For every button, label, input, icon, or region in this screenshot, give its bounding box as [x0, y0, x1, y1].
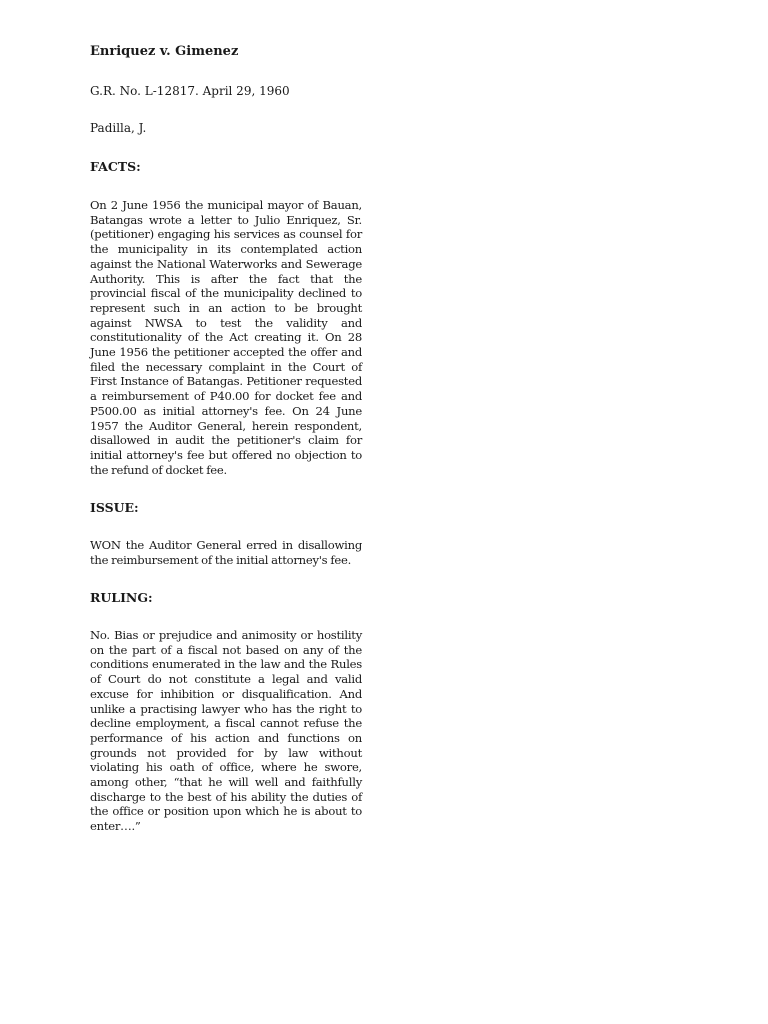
case-number: G.R. No. L-12817. April 29, 1960	[90, 84, 290, 98]
case-title: Enriquez v. Gimenez	[90, 44, 239, 59]
facts-paragraph: On 2 June 1956 the municipal mayor of Bauan, Batangas wrote a letter to Julio Enriquez, Sr. (petitioner) engaging his services as counsel for the municipality in its contemplated action against the National Waterworks and Sewerage Authority. This is after the fact that the provincial fiscal of the municipality declined to represent such in an action to be brought against NWSA to test the validity and constitutionality of the Act creating it. On 28 June 1956 the petitioner accepted the offer and filed the necessary complaint in the Court of First Instance of Batangas. Petitioner requested a reimbursement of P40.00 for docket fee and P500.00 as initial attorney's fee. On 24 June 1957 the Auditor General, herein respondent, disallowed in audit the petitioner's claim for initial attorney's fee but offered no objection to the refund of docket fee.	[90, 198, 362, 477]
ponente: Padilla, J.	[90, 121, 147, 135]
issue-heading: ISSUE:	[90, 500, 139, 515]
issue-paragraph: WON the Auditor General erred in disallowing the reimbursement of the initial attorney's fee.	[90, 538, 362, 567]
facts-heading: FACTS:	[90, 159, 141, 174]
ruling-paragraph: No. Bias or prejudice and animosity or hostility on the part of a fiscal not based on any of the conditions enumerated in the law and the Rules of Court do not constitute a legal and valid excuse for inhibition or disqualification. And unlike a practising lawyer who has the right to decline employment, a fiscal cannot refuse the performance of his action and functions on grounds not provided for by law without violating his oath of office, where he swore, among other, “that he will well and faithfully discharge to the best of his ability the duties of the office or position upon which he is about to enter….”	[90, 628, 362, 834]
ruling-heading: RULING:	[90, 590, 153, 605]
